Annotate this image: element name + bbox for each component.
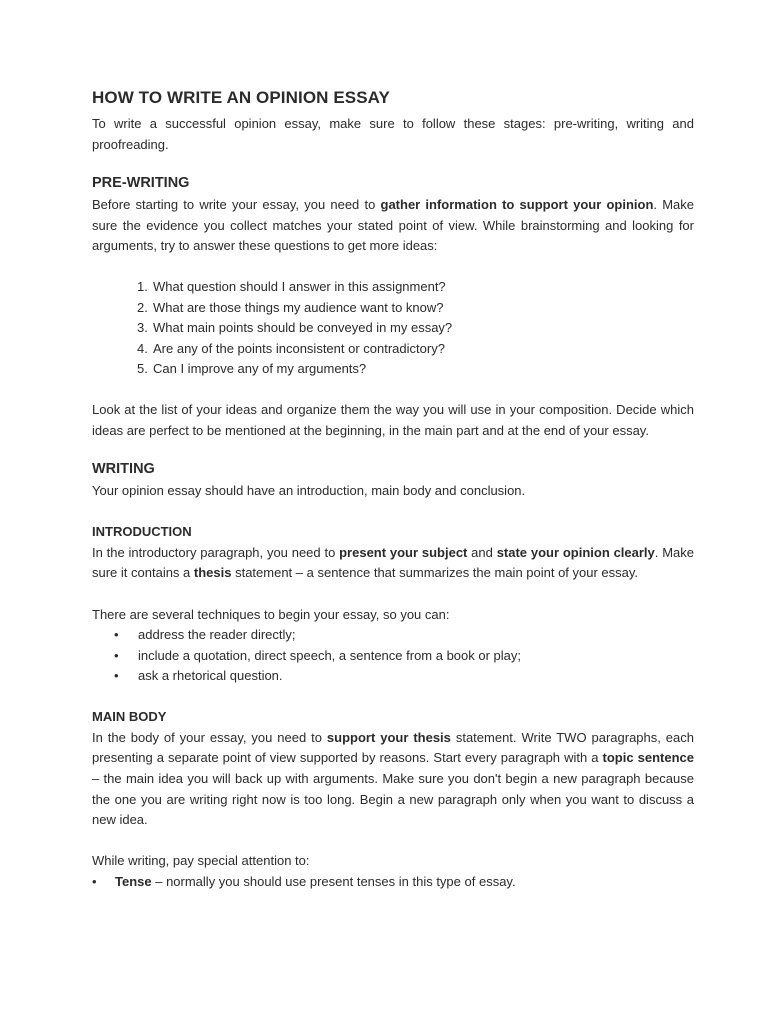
writing-paragraph: Your opinion essay should have an introduction, main body and conclusion. bbox=[92, 483, 526, 499]
list-item: • include a quotation, direct speech, a sentence from a book or play; bbox=[114, 646, 694, 667]
list-item: 1. What question should I answer in this assignment? bbox=[137, 278, 446, 294]
organize-paragraph: Look at the list of your ideas and organize them the way you will use in your composition. Decide which ideas are perfect to be mentioned at the beginning, in the main part and at the end of your essay. bbox=[92, 401, 694, 438]
questions-list bbox=[92, 277, 694, 380]
techniques-list bbox=[92, 625, 694, 687]
list-item: 4. Are any of the points inconsistent or contradictory? bbox=[137, 340, 445, 356]
techniques-paragraph: There are several techniques to begin your essay, so you can: bbox=[92, 606, 450, 622]
list-item: 5. Can I improve any of my arguments? bbox=[137, 361, 367, 377]
document-title: HOW TO WRITE AN OPINION ESSAY bbox=[92, 88, 390, 107]
writing-heading: WRITING bbox=[92, 461, 155, 478]
list-item: 2. What are those things my audience want to know? bbox=[137, 299, 444, 315]
main-body-heading: MAIN BODY bbox=[92, 708, 167, 724]
list-item: • address the reader directly; bbox=[114, 625, 694, 646]
prewriting-paragraph: Before starting to write your essay, you need to gather information to support your opinion. Make sure the evidence you collect matches your stated point of view. While brainstorming and looking for arguments, try to answer these questions to get more ideas: bbox=[92, 197, 694, 254]
attention-paragraph: While writing, pay special attention to: bbox=[92, 853, 310, 869]
intro-paragraph: To write a successful opinion essay, make sure to follow these stages: pre-writing, writing and proofreading. bbox=[92, 116, 694, 152]
list-item: • ask a rhetorical question. bbox=[114, 666, 694, 687]
introduction-heading: INTRODUCTION bbox=[92, 523, 192, 539]
main-body-paragraph: In the body of your essay, you need to support your thesis statement. Write TWO paragraphs, each presenting a separate point of view supported by reasons. Start every paragraph with a topic sentence – the main idea you will back up with arguments. Make sure you don't begin a new paragraph because the one you are writing right now is too long. Begin a new paragraph only when you want to discuss a new idea. bbox=[92, 729, 694, 828]
attention-list bbox=[92, 872, 694, 893]
list-item: 3. What main points should be conveyed in my essay? bbox=[137, 320, 453, 336]
list-item: • Tense – normally you should use present tenses in this type of essay. bbox=[92, 872, 694, 893]
prewriting-heading: PRE-WRITING bbox=[92, 175, 190, 192]
introduction-paragraph: In the introductory paragraph, you need to present your subject and state your opinion clearly. Make sure it contains a thesis statement – a sentence that summarizes the main point of your essay. bbox=[92, 544, 694, 581]
